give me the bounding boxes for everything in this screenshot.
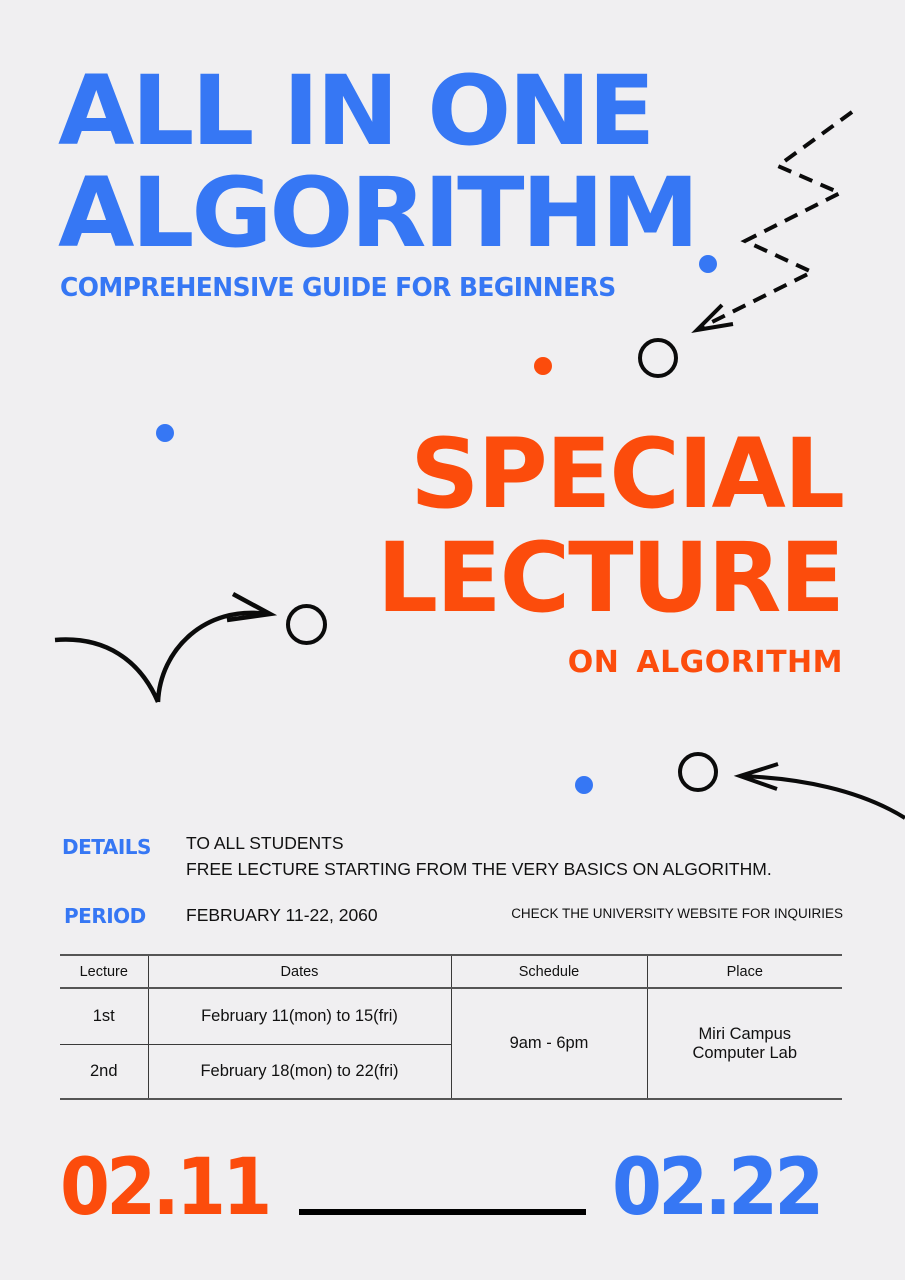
feature-title-line-2: LECTURE <box>376 522 843 634</box>
main-title-line-2: ALGORITHM <box>58 157 697 269</box>
dates-cell: February 11(mon) to 15(fri) <box>148 988 451 1044</box>
subtitle: COMPREHENSIVE GUIDE FOR BEGINNERS <box>60 273 616 303</box>
column-header-dates: Dates <box>148 955 451 988</box>
details-label: DETAILS <box>62 835 151 859</box>
schedule-cell: 9am - 6pm <box>451 988 647 1099</box>
column-header-lecture: Lecture <box>60 955 148 988</box>
dot-icon <box>156 424 174 442</box>
feature-title <box>376 418 843 634</box>
curved-arrow-icon <box>55 594 270 702</box>
lecture-cell: 1st <box>60 988 148 1044</box>
end-date: 02.22 <box>612 1143 821 1233</box>
period-value: FEBRUARY 11-22, 2060 <box>186 905 378 925</box>
column-header-schedule: Schedule <box>451 955 647 988</box>
main-title-line-1: ALL IN ONE <box>58 55 653 167</box>
period-label: PERIOD <box>64 904 146 928</box>
details-line-1: TO ALL STUDENTS <box>186 833 344 853</box>
ring-icon <box>638 338 678 378</box>
dot-icon <box>575 776 593 794</box>
schedule-table-wrapper <box>60 954 842 1100</box>
dates-cell: February 18(mon) to 22(fri) <box>148 1044 451 1099</box>
feature-tagline: ON ALGORITHM <box>567 645 843 680</box>
ring-icon <box>678 752 718 792</box>
table-header-row <box>60 955 842 988</box>
schedule-table <box>60 954 842 1100</box>
curved-arrow-left-icon <box>740 764 905 818</box>
start-date: 02.11 <box>60 1143 269 1233</box>
feature-title-line-1: SPECIAL <box>410 418 843 530</box>
date-range-separator <box>299 1209 586 1215</box>
arrowhead-icon <box>697 305 733 330</box>
details-line-2: FREE LECTURE STARTING FROM THE VERY BASICS ON ALGORITHM. <box>186 859 772 879</box>
lecture-cell: 2nd <box>60 1044 148 1099</box>
dot-icon <box>534 357 552 375</box>
dot-icon <box>699 255 717 273</box>
column-header-place: Place <box>647 955 842 988</box>
place-cell <box>647 988 842 1099</box>
details-text <box>186 830 772 882</box>
inquiry-note: CHECK THE UNIVERSITY WEBSITE FOR INQUIRIES <box>511 906 843 921</box>
ring-icon <box>286 604 327 645</box>
table-row <box>60 988 842 1044</box>
place-line-2: Computer Lab <box>692 1043 798 1062</box>
place-line-1: Miri Campus <box>698 1024 792 1043</box>
dashed-zigzag-arrow-icon <box>700 112 852 328</box>
